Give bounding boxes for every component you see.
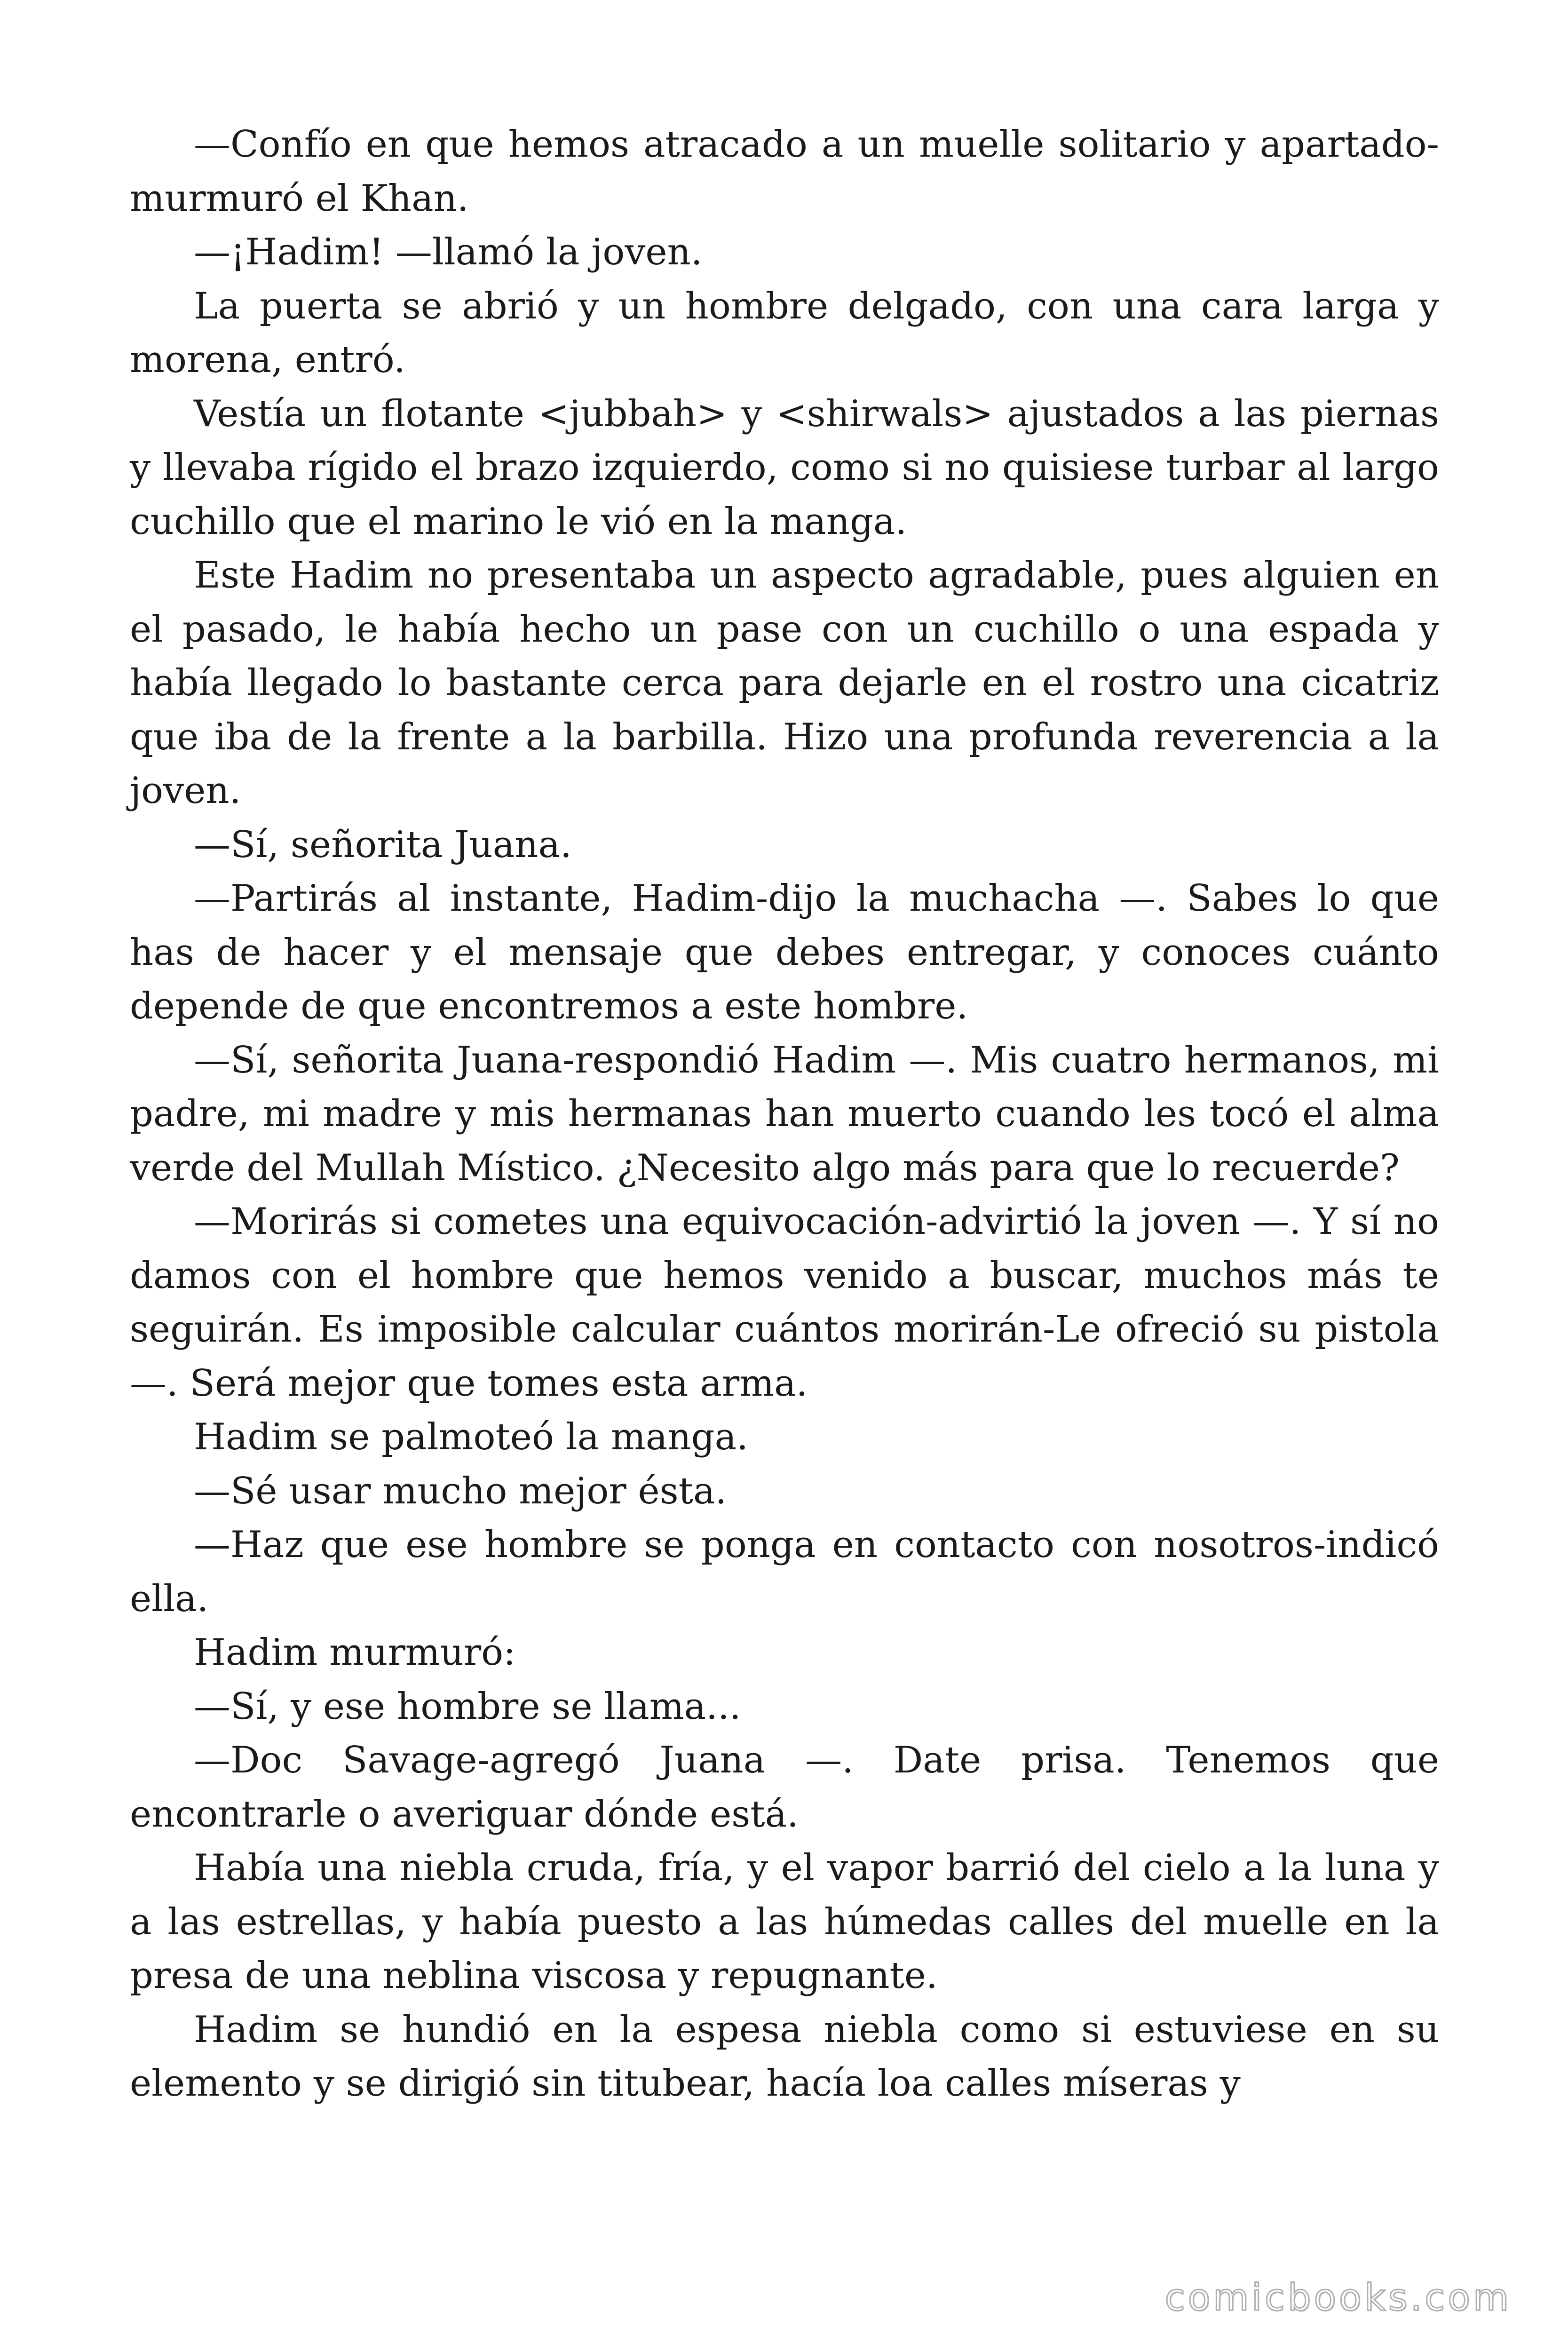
watermark: comicbooks.com	[1164, 2277, 1512, 2319]
paragraph: —Morirás si cometes una equivocación-advirtió la joven —. Y sí no damos con el hombre que hemos venido a buscar, muchos más te seguirán. Es imposible calcular cuántos morirán-Le ofreció su pistola—. Será mejor que tomes esta arma.	[130, 1200, 1439, 1405]
paragraph: Había una niebla cruda, fría, y el vapor barrió del cielo a la luna y a las estrellas, y había puesto a las húmedas calles del muelle en la presa de una neblina viscosa y repugnante.	[130, 1847, 1439, 1997]
paragraph: —Haz que ese hombre se ponga en contacto con nosotros-indicó ella.	[130, 1524, 1439, 1620]
paragraph: —Sí, señorita Juana.	[194, 823, 572, 866]
paragraph: Hadim murmuró:	[194, 1631, 516, 1674]
paragraph: Este Hadim no presentaba un aspecto agradable, pues alguien en el pasado, le había hecho un pase con un cuchillo o una espada y había llegado lo bastante cerca para dejarle en el rostro una cicatriz que iba de la frente a la barbilla. Hizo una profunda reverencia a la joven.	[130, 554, 1439, 812]
paragraph: La puerta se abrió y un hombre delgado, con una cara larga y morena, entró.	[130, 285, 1439, 381]
paragraph: —Confío en que hemos atracado a un muelle solitario y apartado-murmuró el Khan.	[130, 123, 1439, 220]
paragraph: Hadim se hundió en la espesa niebla como si estuviese en su elemento y se dirigió sin titubear, hacía loa calles míseras y	[130, 2008, 1439, 2105]
body-text	[130, 118, 1439, 2111]
paragraph: —Partirás al instante, Hadim-dijo la muchacha —. Sabes lo que has de hacer y el mensaje que debes entregar, y conoces cuánto depende de que encontremos a este hombre.	[130, 877, 1439, 1027]
paragraph: Hadim se palmoteó la manga.	[194, 1416, 748, 1458]
paragraph: —Sé usar mucho mejor ésta.	[194, 1470, 727, 1512]
paragraph: Vestía un flotante <jubbah> y <shirwals> ajustados a las piernas y llevaba rígido el brazo izquierdo, como si no quisiese turbar al largo cuchillo que el marino le vió en la manga.	[130, 392, 1439, 543]
paragraph: —Sí, y ese hombre se llama...	[194, 1685, 741, 1728]
paragraph: —Doc Savage-agregó Juana —. Date prisa. Tenemos que encontrarle o averiguar dónde está.	[130, 1739, 1439, 1836]
paragraph: —Sí, señorita Juana-respondió Hadim —. Mis cuatro hermanos, mi padre, mi madre y mis hermanas han muerto cuando les tocó el alma verde del Mullah Místico. ¿Necesito algo más para que lo recuerde?	[130, 1039, 1439, 1189]
paragraph: —¡Hadim! —llamó la joven.	[194, 231, 703, 273]
